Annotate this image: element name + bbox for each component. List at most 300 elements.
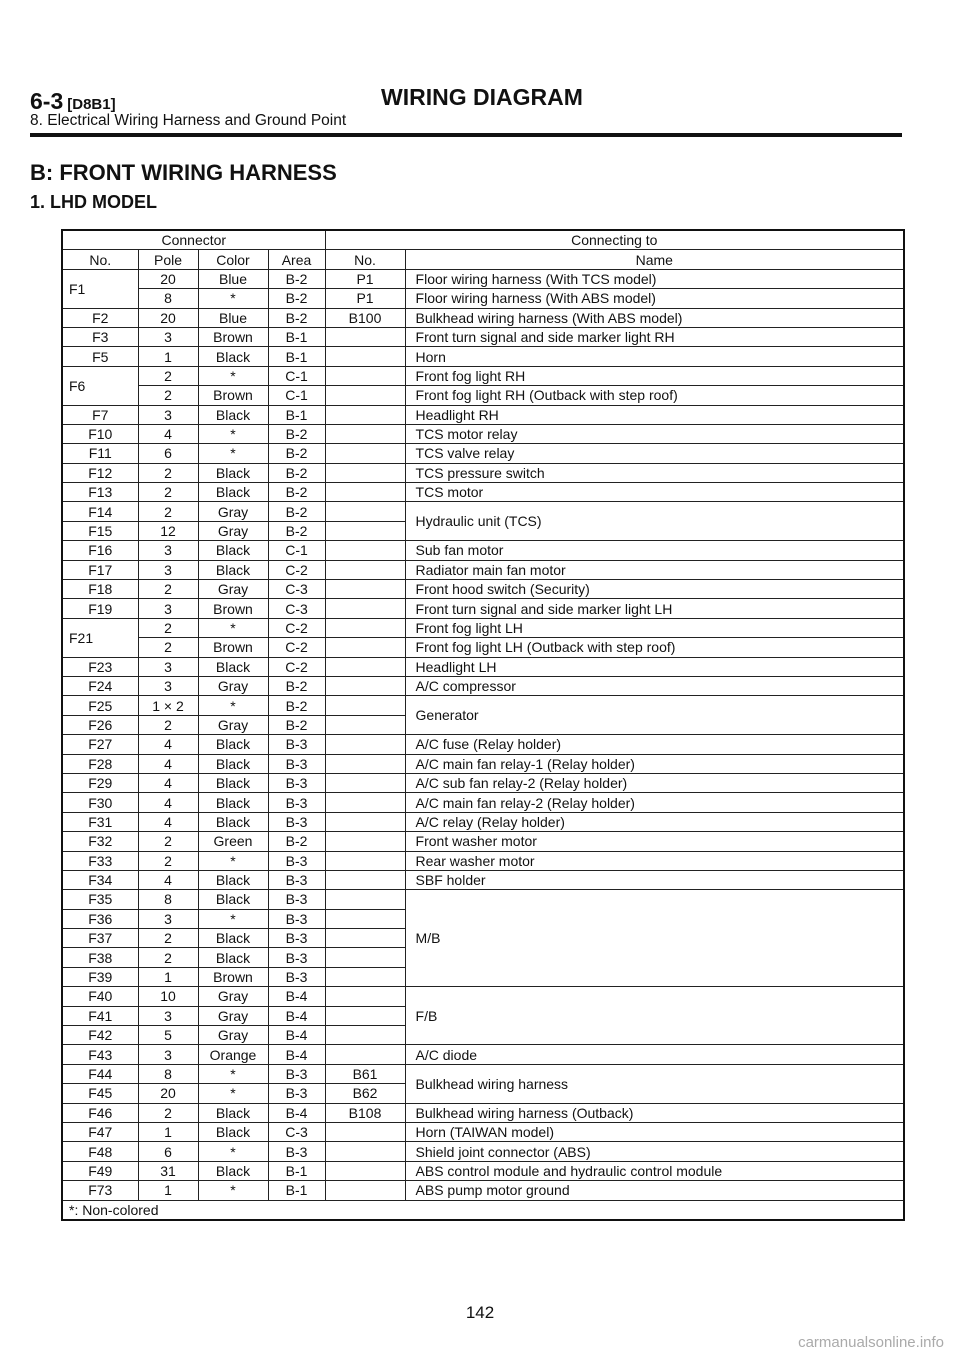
connector-no: F15 [62,521,138,540]
area: B-2 [268,483,325,502]
pole: 1 [138,1122,198,1141]
color: Black [198,929,268,948]
pole: 8 [138,1064,198,1083]
table-row [62,851,904,870]
area: B-2 [268,521,325,540]
area: B-3 [268,773,325,792]
connecting-no [325,715,405,734]
pole: 2 [138,463,198,482]
area: B-1 [268,405,325,424]
area: B-4 [268,1006,325,1025]
connector-no: F6 [62,366,138,405]
pole: 12 [138,521,198,540]
area: C-1 [268,366,325,385]
area: C-2 [268,560,325,579]
color: Brown [198,327,268,346]
pole: 3 [138,405,198,424]
area: B-3 [268,754,325,773]
area: B-2 [268,696,325,715]
table-row [62,541,904,560]
table-row [62,793,904,812]
pole: 3 [138,327,198,346]
pole: 1 [138,967,198,986]
pole: 1 [138,1181,198,1200]
table-row [62,1142,904,1161]
connector-no: F49 [62,1161,138,1180]
connecting-name: Front washer motor [405,832,904,851]
connector-no: F19 [62,599,138,618]
area: B-3 [268,948,325,967]
pole: 20 [138,269,198,288]
pole: 8 [138,890,198,909]
connecting-name: A/C main fan relay-2 (Relay holder) [405,793,904,812]
connecting-name: Front fog light RH [405,366,904,385]
connecting-name: Horn (TAIWAN model) [405,1122,904,1141]
column-header: Pole [138,250,198,269]
connector-no: F46 [62,1103,138,1122]
table-row [62,386,904,405]
pole: 2 [138,502,198,521]
connector-no: F37 [62,929,138,948]
connecting-name: Headlight LH [405,657,904,676]
chapter-subtitle: 8. Electrical Wiring Harness and Ground Point [30,112,347,129]
connecting-no [325,366,405,385]
connector-no: F39 [62,967,138,986]
table-row [62,773,904,792]
color: * [198,444,268,463]
connecting-no [325,580,405,599]
color: Blue [198,308,268,327]
color: Gray [198,521,268,540]
connecting-no [325,1045,405,1064]
color: * [198,851,268,870]
watermark: carmanualsonline.info [798,1334,944,1351]
connecting-name: Radiator main fan motor [405,560,904,579]
connecting-name: Front fog light LH (Outback with step roof) [405,638,904,657]
area: B-3 [268,929,325,948]
color: Black [198,347,268,366]
table-row [62,424,904,443]
table-row [62,483,904,502]
color: * [198,366,268,385]
area: B-3 [268,812,325,831]
pole: 2 [138,580,198,599]
connector-no: F16 [62,541,138,560]
table-row [62,735,904,754]
pole: 10 [138,987,198,1006]
color: Orange [198,1045,268,1064]
connector-no: F33 [62,851,138,870]
connecting-name: A/C sub fan relay-2 (Relay holder) [405,773,904,792]
connector-no: F24 [62,676,138,695]
connector-no: F40 [62,987,138,1006]
connecting-name: A/C compressor [405,676,904,695]
pole: 3 [138,560,198,579]
connecting-name: SBF holder [405,870,904,889]
connector-no: F27 [62,735,138,754]
connector-no: F17 [62,560,138,579]
area: B-3 [268,909,325,928]
connecting-no [325,424,405,443]
connecting-name: A/C fuse (Relay holder) [405,735,904,754]
connecting-name: Generator [405,696,904,735]
color: * [198,1064,268,1083]
connecting-no [325,735,405,754]
area: C-2 [268,618,325,637]
area: B-3 [268,851,325,870]
column-header: No. [62,250,138,269]
color: Black [198,1103,268,1122]
table-row [62,327,904,346]
table-row [62,676,904,695]
connecting-name: Front hood switch (Security) [405,580,904,599]
area: C-1 [268,386,325,405]
connecting-no [325,832,405,851]
connecting-name: Sub fan motor [405,541,904,560]
color: Gray [198,502,268,521]
connector-no: F73 [62,1181,138,1200]
footnote-row [62,1200,904,1220]
connecting-no: P1 [325,289,405,308]
table-row [62,599,904,618]
connecting-name: TCS pressure switch [405,463,904,482]
chapter-title: WIRING DIAGRAM [381,84,583,110]
connecting-no [325,929,405,948]
connecting-no [325,463,405,482]
pole: 4 [138,773,198,792]
header-rule [30,133,902,137]
table-row [62,347,904,366]
connecting-name: Front fog light RH (Outback with step roof) [405,386,904,405]
connector-no: F21 [62,618,138,657]
area: B-4 [268,1026,325,1045]
connecting-no: B61 [325,1064,405,1083]
area: C-2 [268,657,325,676]
connector-no: F30 [62,793,138,812]
connector-no: F32 [62,832,138,851]
connecting-no [325,1181,405,1200]
connecting-name: TCS motor [405,483,904,502]
connector-no: F2 [62,308,138,327]
connector-no: F26 [62,715,138,734]
table-row [62,832,904,851]
area: B-4 [268,1045,325,1064]
area: B-1 [268,327,325,346]
color: Black [198,657,268,676]
connecting-name: Front turn signal and side marker light LH [405,599,904,618]
table-row [62,580,904,599]
area: B-3 [268,793,325,812]
connecting-name: TCS motor relay [405,424,904,443]
color: Black [198,1161,268,1180]
connecting-no: B62 [325,1084,405,1103]
connecting-no [325,560,405,579]
pole: 2 [138,948,198,967]
connector-no: F18 [62,580,138,599]
connecting-no [325,521,405,540]
color: Brown [198,386,268,405]
table-row [62,463,904,482]
pole: 3 [138,599,198,618]
table-row [62,1161,904,1180]
pole: 2 [138,1103,198,1122]
pole: 2 [138,851,198,870]
pole: 20 [138,1084,198,1103]
connecting-no [325,599,405,618]
harness-table [61,229,905,1221]
color: Black [198,870,268,889]
connector-no: F14 [62,502,138,521]
connector-no: F34 [62,870,138,889]
connecting-no [325,1026,405,1045]
connecting-no [325,1161,405,1180]
connecting-no [325,967,405,986]
page-heading: B: FRONT WIRING HARNESS [30,160,337,185]
connecting-no [325,405,405,424]
connector-no: F3 [62,327,138,346]
connecting-no [325,676,405,695]
table-row [62,444,904,463]
connector-no: F41 [62,1006,138,1025]
connecting-to-group-header: Connecting to [325,230,904,250]
area: B-2 [268,832,325,851]
connecting-name: Hydraulic unit (TCS) [405,502,904,541]
connecting-no [325,502,405,521]
color: Gray [198,1006,268,1025]
pole: 4 [138,735,198,754]
connecting-name: F/B [405,987,904,1045]
connecting-no [325,696,405,715]
connecting-name: ABS pump motor ground [405,1181,904,1200]
color: Brown [198,599,268,618]
connecting-no: B108 [325,1103,405,1122]
connecting-no [325,541,405,560]
area: B-3 [268,967,325,986]
area: C-3 [268,580,325,599]
page-subheading: 1. LHD MODEL [30,192,158,212]
color: Blue [198,269,268,288]
connector-no: F13 [62,483,138,502]
pole: 2 [138,638,198,657]
connecting-name: Bulkhead wiring harness [405,1064,904,1103]
connecting-no [325,851,405,870]
table-row [62,308,904,327]
pole: 4 [138,754,198,773]
area: B-3 [268,1064,325,1083]
area: B-3 [268,1084,325,1103]
table-row [62,560,904,579]
pole: 3 [138,541,198,560]
connecting-name: Bulkhead wiring harness (Outback) [405,1103,904,1122]
area: B-2 [268,269,325,288]
color: * [198,696,268,715]
page-number: 142 [465,1303,495,1322]
table-row [62,696,904,715]
color: * [198,289,268,308]
pole: 4 [138,793,198,812]
pole: 2 [138,366,198,385]
connecting-name: A/C relay (Relay holder) [405,812,904,831]
table-row [62,870,904,889]
color: Black [198,812,268,831]
table-row [62,618,904,637]
color: Green [198,832,268,851]
connecting-no: P1 [325,269,405,288]
connector-no: F25 [62,696,138,715]
connector-no: F38 [62,948,138,967]
pole: 4 [138,812,198,831]
connecting-name: ABS control module and hydraulic control module [405,1161,904,1180]
connecting-no [325,948,405,967]
connector-no: F23 [62,657,138,676]
table-row [62,405,904,424]
color: Black [198,405,268,424]
color: Black [198,754,268,773]
color: Black [198,948,268,967]
connecting-name: Shield joint connector (ABS) [405,1142,904,1161]
connecting-name: TCS valve relay [405,444,904,463]
color: Black [198,735,268,754]
column-header: No. [325,250,405,269]
connector-no: F28 [62,754,138,773]
connector-no: F35 [62,890,138,909]
connecting-name: A/C diode [405,1045,904,1064]
connector-no: F48 [62,1142,138,1161]
section-number: 6-3 [30,88,64,114]
color: Black [198,890,268,909]
connecting-name: Floor wiring harness (With ABS model) [405,289,904,308]
pole: 4 [138,424,198,443]
area: B-2 [268,289,325,308]
color: Brown [198,967,268,986]
color: Gray [198,987,268,1006]
connecting-no [325,909,405,928]
table-row [62,890,904,909]
group-header-row [62,230,904,250]
connector-no: F7 [62,405,138,424]
area: B-3 [268,1142,325,1161]
area: B-1 [268,1161,325,1180]
pole: 1 × 2 [138,696,198,715]
connecting-name: Rear washer motor [405,851,904,870]
table-row [62,657,904,676]
area: B-2 [268,463,325,482]
connecting-no [325,812,405,831]
table-row [62,1122,904,1141]
pole: 3 [138,676,198,695]
color: Black [198,1122,268,1141]
connector-no: F1 [62,269,138,308]
pole: 5 [138,1026,198,1045]
column-header: Area [268,250,325,269]
area: B-2 [268,676,325,695]
area: B-4 [268,987,325,1006]
connecting-name: Front turn signal and side marker light RH [405,327,904,346]
color: Black [198,541,268,560]
connector-no: F44 [62,1064,138,1083]
column-header: Name [405,250,904,269]
color: * [198,1142,268,1161]
area: C-2 [268,638,325,657]
table-row [62,1181,904,1200]
area: B-4 [268,1103,325,1122]
pole: 3 [138,1045,198,1064]
color: Black [198,793,268,812]
connecting-name: Bulkhead wiring harness (With ABS model) [405,308,904,327]
connecting-no [325,870,405,889]
connecting-no [325,483,405,502]
table-row [62,502,904,521]
connecting-no [325,1142,405,1161]
pole: 6 [138,444,198,463]
table-row [62,812,904,831]
connecting-no [325,444,405,463]
connecting-no [325,347,405,366]
connector-no: F12 [62,463,138,482]
connecting-no [325,754,405,773]
color: Gray [198,1026,268,1045]
connector-no: F43 [62,1045,138,1064]
pole: 4 [138,870,198,889]
pole: 20 [138,308,198,327]
color: * [198,1181,268,1200]
area: B-1 [268,1181,325,1200]
connector-no: F36 [62,909,138,928]
section-code: [D8B1] [67,96,116,113]
pole: 3 [138,657,198,676]
table-row [62,638,904,657]
page-header [30,84,583,129]
color: Brown [198,638,268,657]
color: Black [198,560,268,579]
connector-no: F11 [62,444,138,463]
pole: 2 [138,715,198,734]
area: C-1 [268,541,325,560]
area: B-2 [268,715,325,734]
color: Black [198,483,268,502]
connecting-no [325,1122,405,1141]
area: B-3 [268,890,325,909]
connector-no: F29 [62,773,138,792]
area: B-2 [268,308,325,327]
connecting-name: Floor wiring harness (With TCS model) [405,269,904,288]
area: B-2 [268,444,325,463]
connector-no: F47 [62,1122,138,1141]
color: * [198,909,268,928]
pole: 2 [138,832,198,851]
color: * [198,424,268,443]
table-row [62,366,904,385]
connecting-no [325,773,405,792]
connector-no: F45 [62,1084,138,1103]
pole: 3 [138,909,198,928]
table-row [62,289,904,308]
color: Gray [198,676,268,695]
column-header-row [62,250,904,269]
connector-no: F10 [62,424,138,443]
connector-group-header: Connector [62,230,325,250]
table-row [62,1064,904,1083]
connecting-no [325,618,405,637]
area: C-3 [268,1122,325,1141]
pole: 8 [138,289,198,308]
table-row [62,754,904,773]
color: Black [198,463,268,482]
table-row [62,1045,904,1064]
connecting-no: B100 [325,308,405,327]
area: B-2 [268,424,325,443]
area: B-3 [268,735,325,754]
